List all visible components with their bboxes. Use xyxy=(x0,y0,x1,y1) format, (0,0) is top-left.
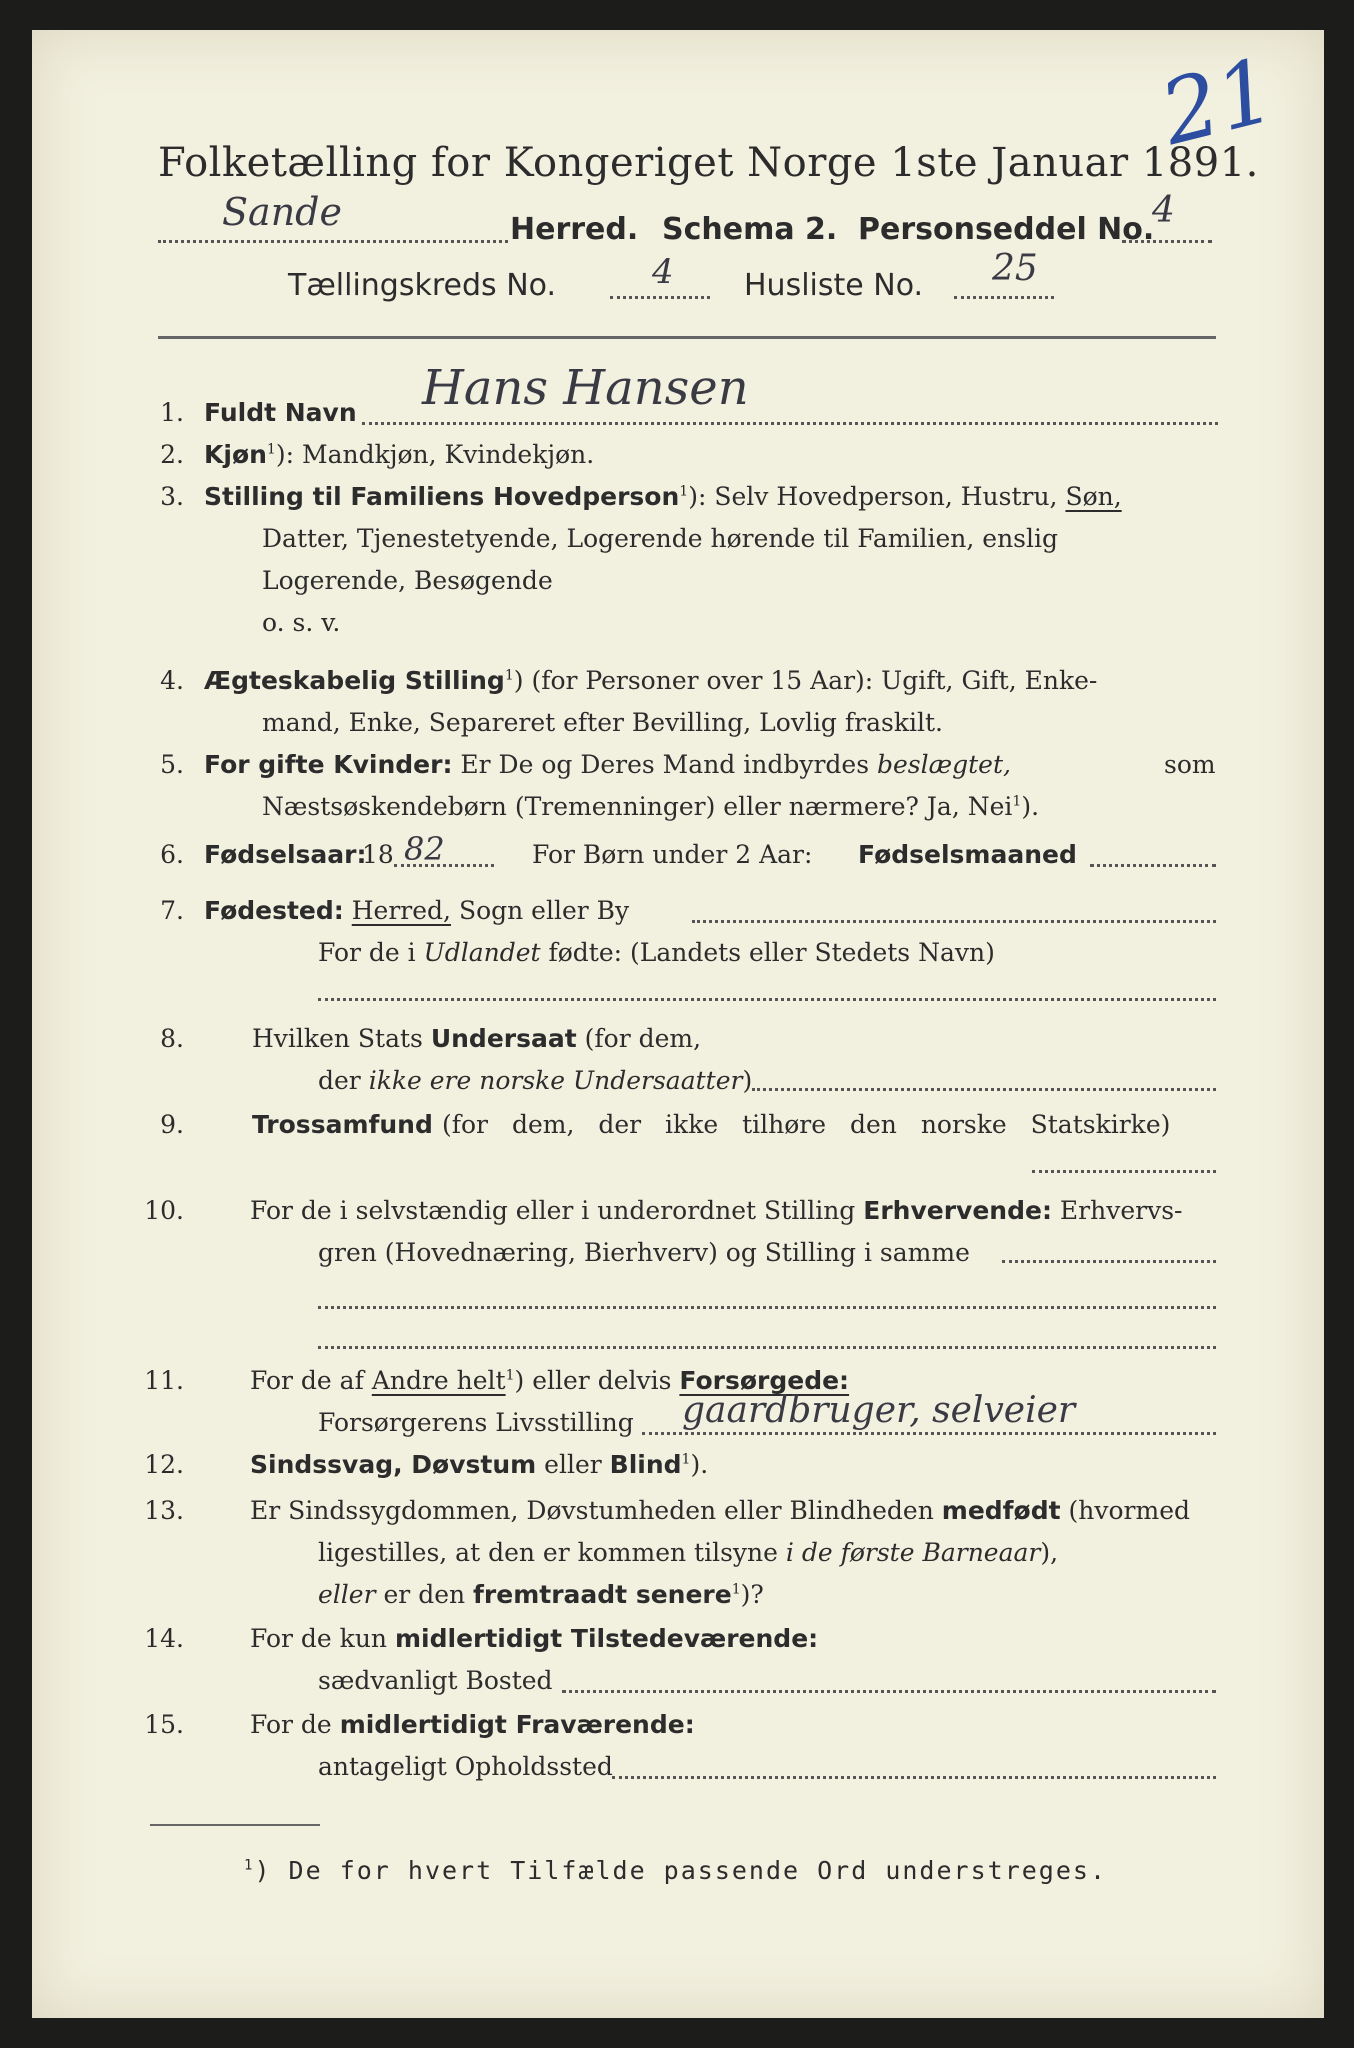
field-8-line2b: ) xyxy=(742,1066,753,1095)
field-1-number: 1. xyxy=(160,398,184,427)
field-6-label2: Fødselsmaaned xyxy=(858,840,1077,869)
field-11-label: Forsørgede: xyxy=(679,1366,850,1395)
field-6-value: 82 xyxy=(404,830,445,868)
personseddel-label: Personseddel No. xyxy=(858,212,1155,247)
personseddel-value: 4 xyxy=(1152,190,1175,231)
field-15-line1 xyxy=(250,1710,695,1739)
field-10-number: 10. xyxy=(144,1196,184,1225)
field-6-number: 6. xyxy=(160,840,184,869)
field-7-herred-underlined: Herred, xyxy=(351,896,451,925)
corner-number: 21 xyxy=(1151,37,1285,166)
field-11-sup: 1 xyxy=(505,1367,515,1384)
field-7-line2 xyxy=(318,938,995,967)
field-3-line3: Logerende, Besøgende xyxy=(262,566,553,595)
field-4-label: Ægteskabelig Stilling xyxy=(204,666,505,695)
field-8-line2a: der xyxy=(318,1066,361,1095)
field-13-line3i: eller xyxy=(318,1580,376,1609)
field-6-text2: For Børn under 2 Aar: xyxy=(532,840,813,869)
footnote-sup: 1 xyxy=(244,1857,255,1874)
schema-label: Schema 2. xyxy=(662,212,838,247)
field-12-text1: eller xyxy=(544,1450,602,1479)
field-14-number: 14. xyxy=(144,1624,184,1653)
field-2-number: 2. xyxy=(160,440,184,469)
field-14-text1: For de kun xyxy=(250,1624,388,1653)
field-8-text1: Hvilken Stats xyxy=(252,1024,423,1053)
field-11-text1: For de af xyxy=(250,1366,364,1395)
field-10-label: Erhvervende: xyxy=(863,1196,1052,1225)
field-5-number: 5. xyxy=(160,750,184,779)
field-12-label: Sindssvag, Døvstum xyxy=(250,1450,537,1479)
field-5-label: For gifte Kvinder: xyxy=(204,750,453,779)
field-14-line1 xyxy=(250,1624,818,1653)
field-5-line1 xyxy=(204,750,1011,779)
field-4-line1 xyxy=(204,666,1097,695)
field-10-line1 xyxy=(250,1196,1182,1225)
field-10-text1: For de i selvstændig eller i underordnet Stilling xyxy=(250,1196,856,1225)
field-13-label: medfødt xyxy=(941,1496,1061,1525)
field-8-line2i: ikke ere norske Undersaatter xyxy=(368,1066,743,1095)
taellingskreds-value: 4 xyxy=(652,252,674,292)
field-7-number: 7. xyxy=(160,896,184,925)
field-6-label: Fødselsaar: xyxy=(204,840,367,869)
field-5-sup: 1 xyxy=(1012,793,1022,810)
field-4-line2: mand, Enke, Separeret efter Bevilling, Lovlig fraskilt. xyxy=(262,708,943,737)
field-15-label: midlertidigt Fraværende: xyxy=(339,1710,695,1739)
field-3-son-underlined: Søn, xyxy=(1065,482,1122,511)
field-7-text: Sogn eller By xyxy=(458,896,630,925)
field-13-label3: fremtraadt senere xyxy=(473,1580,732,1609)
herred-label: Herred. xyxy=(510,212,639,247)
field-13-line3b: )? xyxy=(740,1580,764,1609)
field-13-number: 13. xyxy=(144,1496,184,1525)
field-5-line2 xyxy=(262,792,1039,821)
field-3-label: Stilling til Familiens Hovedperson xyxy=(204,482,680,511)
field-13-line1 xyxy=(250,1496,1190,1525)
field-8-line2 xyxy=(318,1066,752,1095)
field-3-sup: 1 xyxy=(679,483,689,500)
field-9-label: Trossamfund xyxy=(252,1110,433,1139)
field-7-line2b: fødte: (Landets eller Stedets Navn) xyxy=(548,938,995,967)
field-10-line2: gren (Hovednæring, Bierhverv) og Stilling i samme xyxy=(318,1238,970,1267)
field-3-number: 3. xyxy=(160,482,184,511)
field-8-number: 8. xyxy=(160,1024,184,1053)
field-4-sup: 1 xyxy=(504,667,514,684)
field-2-line xyxy=(204,440,594,469)
field-1-value: Hans Hansen xyxy=(422,360,749,416)
field-13-line2i: i de første Barneaar xyxy=(785,1538,1041,1567)
field-10-text2: Erhvervs- xyxy=(1059,1196,1183,1225)
husliste-label: Husliste No. xyxy=(744,268,924,303)
field-5-text: Er De og Deres Mand indbyrdes xyxy=(460,750,870,779)
field-13-line2 xyxy=(318,1538,1058,1567)
field-2-sup: 1 xyxy=(266,441,276,458)
field-11-text2: ) eller delvis xyxy=(514,1366,672,1395)
field-5-end: ). xyxy=(1021,792,1040,821)
field-11-andre-underlined: Andre helt xyxy=(371,1366,506,1395)
field-2-text: ): Mandkjøn, Kvindekjøn. xyxy=(275,440,595,469)
field-3-line4: o. s. v. xyxy=(262,608,341,637)
field-15-number: 15. xyxy=(144,1710,184,1739)
field-3-line1 xyxy=(204,482,1122,511)
field-8-label: Undersaat xyxy=(430,1024,577,1053)
field-11-line2: Forsørgerens Livsstilling xyxy=(318,1408,634,1437)
field-11-value: gaardbruger, selveier xyxy=(682,1390,1076,1431)
footnote xyxy=(244,1856,1107,1885)
field-12-end: ). xyxy=(690,1450,709,1479)
field-3-line2: Datter, Tjenestetyende, Logerende hørende til Familien, enslig xyxy=(262,524,1059,553)
field-8-text2: (for dem, xyxy=(584,1024,702,1053)
field-1-label: Fuldt Navn xyxy=(204,398,357,427)
field-5-question: Næstsøskendebørn (Tremenninger) eller nærmere? Ja, Nei xyxy=(262,792,1013,821)
footnote-text: ) De for hvert Tilfælde passende Ord understreges. xyxy=(254,1856,1108,1885)
field-4-text: ) (for Personer over 15 Aar): Ugift, Gift, Enke- xyxy=(513,666,1098,695)
field-15-line2: antageligt Opholdssted xyxy=(318,1752,613,1781)
field-15-text1: For de xyxy=(250,1710,332,1739)
field-12-line1 xyxy=(250,1450,708,1479)
field-5-beslaegtet: beslægtet, xyxy=(877,750,1011,779)
field-9-number: 9. xyxy=(160,1110,184,1139)
field-14-label: midlertidigt Tilstedeværende: xyxy=(394,1624,819,1653)
field-5-som: som xyxy=(1164,750,1216,779)
field-12-label2: Blind xyxy=(609,1450,682,1479)
field-12-sup: 1 xyxy=(681,1451,691,1468)
taellingskreds-label: Tællingskreds No. xyxy=(288,268,556,303)
field-13-text1: Er Sindssygdommen, Døvstumheden eller Blindheden xyxy=(250,1496,934,1525)
field-11-number: 11. xyxy=(144,1366,184,1395)
field-12-number: 12. xyxy=(144,1450,184,1479)
field-7-line2a: For de i xyxy=(318,938,416,967)
field-13-line2a: ligestilles, at den er kommen tilsyne xyxy=(318,1538,778,1567)
field-14-line2: sædvanligt Bosted xyxy=(318,1666,553,1695)
form-title: Folketælling for Kongeriget Norge 1ste Januar 1891. xyxy=(158,140,1259,186)
field-3-text: ): Selv Hovedperson, Hustru, xyxy=(688,482,1058,511)
field-13-sup: 1 xyxy=(731,1581,741,1598)
herred-value: Sande xyxy=(222,190,342,234)
field-4-number: 4. xyxy=(160,666,184,695)
field-13-line3a: er den xyxy=(383,1580,466,1609)
field-7-label: Fødested: xyxy=(204,896,344,925)
field-13-line2b: ), xyxy=(1040,1538,1059,1567)
census-form-page xyxy=(32,30,1324,2018)
field-13-line3 xyxy=(318,1580,764,1609)
husliste-value: 25 xyxy=(992,248,1038,289)
field-8-line1 xyxy=(252,1024,701,1053)
field-13-text2: (hvormed xyxy=(1068,1496,1191,1525)
field-7-udlandet: Udlandet xyxy=(423,938,541,967)
field-2-label: Kjøn xyxy=(204,440,267,469)
field-6-prefix: 18 xyxy=(362,840,394,869)
field-9-text: (for dem, der ikke tilhøre den norske Statskirke) xyxy=(442,1110,1171,1139)
field-7-line1 xyxy=(204,896,629,925)
